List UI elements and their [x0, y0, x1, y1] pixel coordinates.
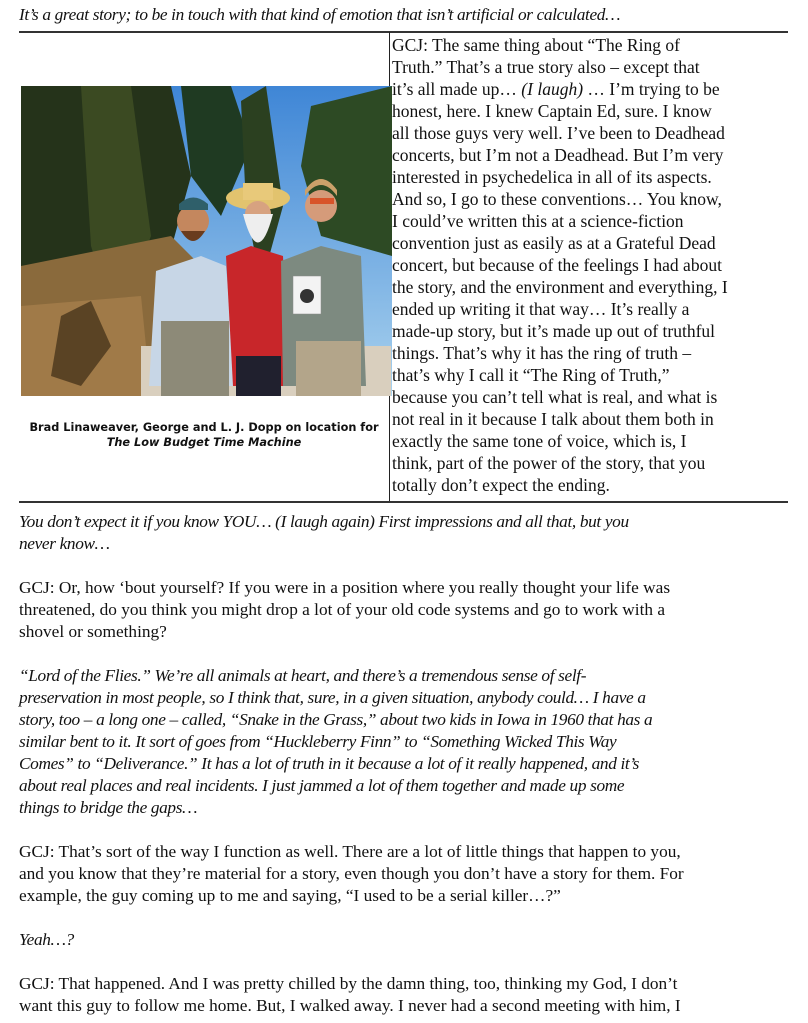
- para-line: Yeah…?: [19, 930, 74, 949]
- para-line: Comes” to “Deliverance.” It has a lot of truth in it because a lot of it really happened, and it’s: [19, 754, 639, 773]
- aside-laugh: (I laugh): [521, 79, 584, 99]
- para-line: similar bent to it. It sort of goes from “Huckleberry Finn” to “Something Wicked This Way: [19, 732, 617, 751]
- col-line: it’s all made up… (I laugh) … I’m trying to be: [392, 79, 720, 99]
- table-bottom-rule: [19, 501, 788, 503]
- col-line: made-up story, but it’s made up out of truthful: [392, 321, 716, 341]
- para-line: GCJ: Or, how ‘bout yourself? If you were in a position where you really thought your life was: [19, 578, 671, 597]
- col-line: GCJ: The same thing about “The Ring of: [392, 35, 680, 55]
- col-line: And so, I go to these conventions… You know,: [392, 189, 722, 209]
- col-line: I could’ve written this at a science-fiction: [392, 211, 684, 231]
- para-line: You don’t expect it if you know YOU… (I laugh again) First impressions and all that, but you: [19, 512, 629, 531]
- para-line: things to bridge the gaps…: [19, 798, 198, 817]
- col-line: interested in psychedelica in all of its aspects.: [392, 167, 712, 187]
- col-line: concert, but because of the feelings I had about: [392, 255, 722, 275]
- para-line: “Lord of the Flies.” We’re all animals at heart, and there’s a tremendous sense of self-: [19, 666, 587, 685]
- para-line: preservation in most people, so I think that, sure, in a given situation, anybody could… I have a: [19, 688, 646, 707]
- top-interviewer-line: It’s a great story; to be in touch with that kind of emotion that isn’t artificial or calculated…: [19, 5, 621, 24]
- col-line: concerts, but I’m not a Deadhead. But I’m very: [392, 145, 724, 165]
- location-photo: [21, 86, 392, 396]
- para-line: never know…: [19, 534, 110, 553]
- col-line: Truth.” That’s a true story also – except that: [392, 57, 700, 77]
- col-line: convention just as easily as at a Grateful Dead: [392, 233, 716, 253]
- col-line: all those guys very well. I’ve been to Deadhead: [392, 123, 725, 143]
- caption-line-2: The Low Budget Time Machine: [106, 436, 302, 449]
- para-line: GCJ: That happened. And I was pretty chilled by the damn thing, too, thinking my God, I don’t: [19, 974, 678, 993]
- col-line: ended up writing it that way… It’s really a: [392, 299, 690, 319]
- col-line: totally don’t expect the ending.: [392, 475, 610, 495]
- para-line: GCJ: That’s sort of the way I function as well. There are a lot of little things that happen to you,: [19, 842, 681, 861]
- table-top-rule: [19, 31, 788, 33]
- para-line: and you know that they’re material for a story, even though you don’t have a story for them. For: [19, 864, 684, 883]
- caption-line-1: Brad Linaweaver, George and L. J. Dopp on location for: [29, 421, 379, 434]
- col-line: things. That’s why it has the ring of truth –: [392, 343, 692, 363]
- col-line: not real in it because I talk about them both in: [392, 409, 714, 429]
- para-line: example, the guy coming up to me and saying, “I used to be a serial killer…?”: [19, 886, 561, 905]
- para-line: threatened, do you think you might drop a lot of your old code systems and go to work with a: [19, 600, 666, 619]
- photo-caption: [19, 420, 389, 450]
- col-line: because you can’t tell what is real, and what is: [392, 387, 718, 407]
- photo-illustration: [21, 86, 392, 396]
- para-line: want this guy to follow me home. But, I walked away. I never had a second meeting with him, I: [19, 996, 681, 1015]
- col-line: think, part of the power of the story, that you: [392, 453, 706, 473]
- para-line: about real places and real incidents. I just jammed a lot of them together and made up some: [19, 776, 625, 795]
- para-line: story, too – a long one – called, “Snake in the Grass,” about two kids in Iowa in 1960 that has a: [19, 710, 653, 729]
- col-line: honest, here. I knew Captain Ed, sure. I know: [392, 101, 712, 121]
- col-line: the story, and the environment and everything, I: [392, 277, 728, 297]
- col-line: exactly the same tone of voice, which is, I: [392, 431, 687, 451]
- col-line: that’s why I call it “The Ring of Truth,”: [392, 365, 670, 385]
- para-line: shovel or something?: [19, 622, 167, 641]
